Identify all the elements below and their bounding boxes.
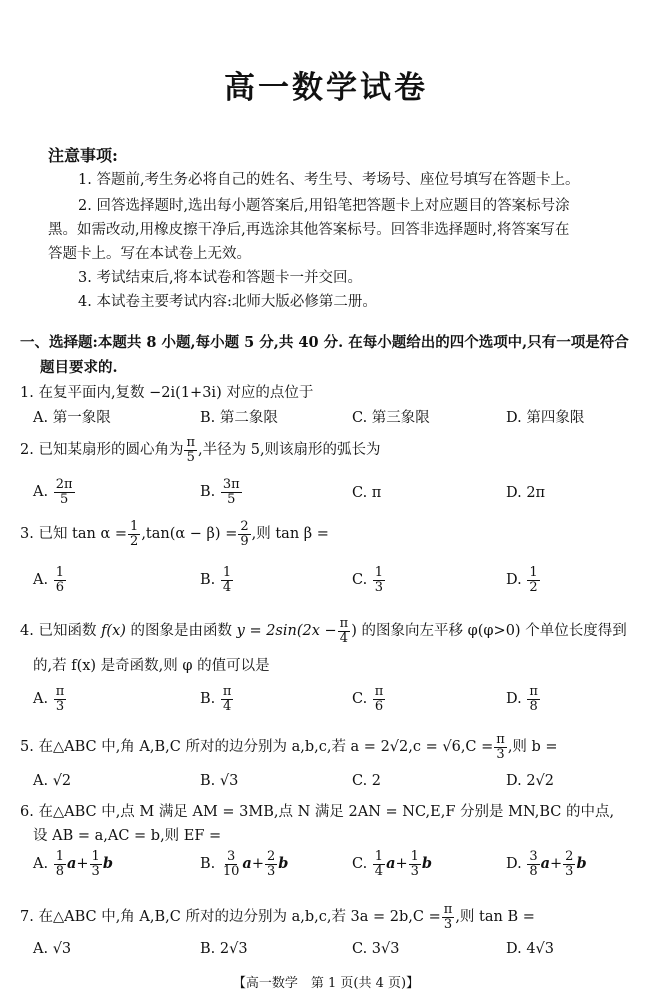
note-line-3: 黑。如需改动,用橡皮擦干净后,再选涂其他答案标号。回答非选择题时,将答案写在 (48, 222, 570, 238)
q6-stem-line1: 6. 在△ABC 中,点 M 满足 AM = 3MB,点 N 满足 2AN = NC,E,F 分别是 MN,BC 的中点, (20, 804, 615, 820)
q3-stem: 3. 已知 tan α = $\frac{1}{2}$ ,tan(α − β) = $\frac{2}{9}$ ,则 tan β = (20, 519, 329, 549)
note-line-2: 2. 回答选择题时,选出每小题答案后,用铅笔把答题卡上对应题目的答案标号涂 (78, 198, 570, 214)
q6-option-c: C. $\frac{1}{4}$ a+ $\frac{1}{3}$ b (352, 849, 433, 879)
exam-title: 高一数学试卷 (224, 70, 428, 106)
q4-option-c: C. $\frac{\pi}{6}$ (352, 684, 384, 714)
q6-stem-line2: 设 AB = a,AC = b,则 EF = (33, 828, 222, 844)
q7-option-c: C. 3√3 (352, 941, 400, 957)
note-line-5: 3. 考试结束后,将本试卷和答题卡一并交回。 (78, 270, 363, 286)
q2-fraction: $\frac{\pi}{5}$ (186, 435, 195, 465)
q4-option-d: D. $\frac{\pi}{8}$ (506, 684, 538, 714)
q1-option-a: A. 第一象限 (33, 410, 111, 426)
note-line-1: 1. 答题前,考生务必将自己的姓名、考生号、考场号、座位号填写在答题卡上。 (78, 172, 580, 188)
q5-option-a: A. √2 (33, 773, 72, 789)
q7-option-a: A. √3 (33, 941, 72, 957)
q3-option-d: D. $\frac{1}{2}$ (506, 565, 538, 595)
q3-option-b: B. $\frac{1}{4}$ (200, 565, 232, 595)
note-line-6: 4. 本试卷主要考试内容:北师大版必修第二册。 (78, 294, 377, 310)
q2-option-b: B. $\frac{3\pi}{5}$ (200, 477, 240, 507)
q5-option-c: C. 2 (352, 773, 382, 789)
note-line-4: 答题卡上。写在本试卷上无效。 (48, 246, 251, 262)
q1-option-d: D. 第四象限 (506, 410, 585, 426)
q2-option-a: A. $\frac{2\pi}{5}$ (33, 477, 73, 507)
notes-heading: 注意事项: (48, 146, 118, 165)
q4-option-a: A. $\frac{\pi}{3}$ (33, 684, 65, 714)
q3-option-c: C. $\frac{1}{3}$ (352, 565, 384, 595)
q7-option-d: D. 4√3 (506, 941, 555, 957)
q6-option-a: A. $\frac{1}{8}$ a+ $\frac{1}{3}$ b (33, 849, 113, 879)
q2-option-d: D. 2π (506, 485, 546, 501)
q5-option-b: B. √3 (200, 773, 239, 789)
section-heading: 一、选择题:本题共 8 小题,每小题 5 分,共 40 分. 在每小题给出的四个选项中,只有一项是符合 (20, 334, 629, 351)
page-footer: 【高一数学 第 1 页(共 4 页)】 (232, 976, 420, 991)
section-heading-cont: 题目要求的. (40, 359, 118, 376)
q5-option-d: D. 2√2 (506, 773, 555, 789)
q7-stem: 7. 在△ABC 中,角 A,B,C 所对的边分别为 a,b,c,若 3a = 2b,C = $\frac{\pi}{3}$ ,则 tan B = (20, 902, 535, 932)
q1-stem: 1. 在复平面内,复数 −2i(1+3i) 对应的点位于 (20, 385, 314, 401)
q3-option-a: A. $\frac{1}{6}$ (33, 565, 64, 595)
q1-option-c: C. 第三象限 (352, 410, 430, 426)
q6-option-b: B. $\frac{3}{10}$ a+ $\frac{2}{3}$ b (200, 849, 289, 879)
q1-option-b: B. 第二象限 (200, 410, 278, 426)
q2-stem: 2. 已知某扇形的圆心角为 $\frac{\pi}{5}$ ,半径为 5,则该扇形的弧长为 (20, 435, 381, 465)
q5-stem: 5. 在△ABC 中,角 A,B,C 所对的边分别为 a,b,c,若 a = 2√2,c = √6,C = $\frac{\pi}{3}$ ,则 b = (20, 732, 558, 762)
q7-option-b: B. 2√3 (200, 941, 248, 957)
q4-stem-line1: 4. 已知函数 f(x) 的图象是由函数 y = 2sin(2x − $\frac{\pi}{4}$ ) 的图象向左平移 φ(φ>0) 个单位长度得到 (20, 616, 627, 646)
q2-option-c: C. π (352, 485, 382, 501)
q4-stem-line2: 的,若 f(x) 是奇函数,则 φ 的值可以是 (33, 658, 270, 674)
q4-option-b: B. $\frac{\pi}{4}$ (200, 684, 232, 714)
q6-option-d: D. $\frac{3}{8}$ a+ $\frac{2}{3}$ b (506, 849, 587, 879)
